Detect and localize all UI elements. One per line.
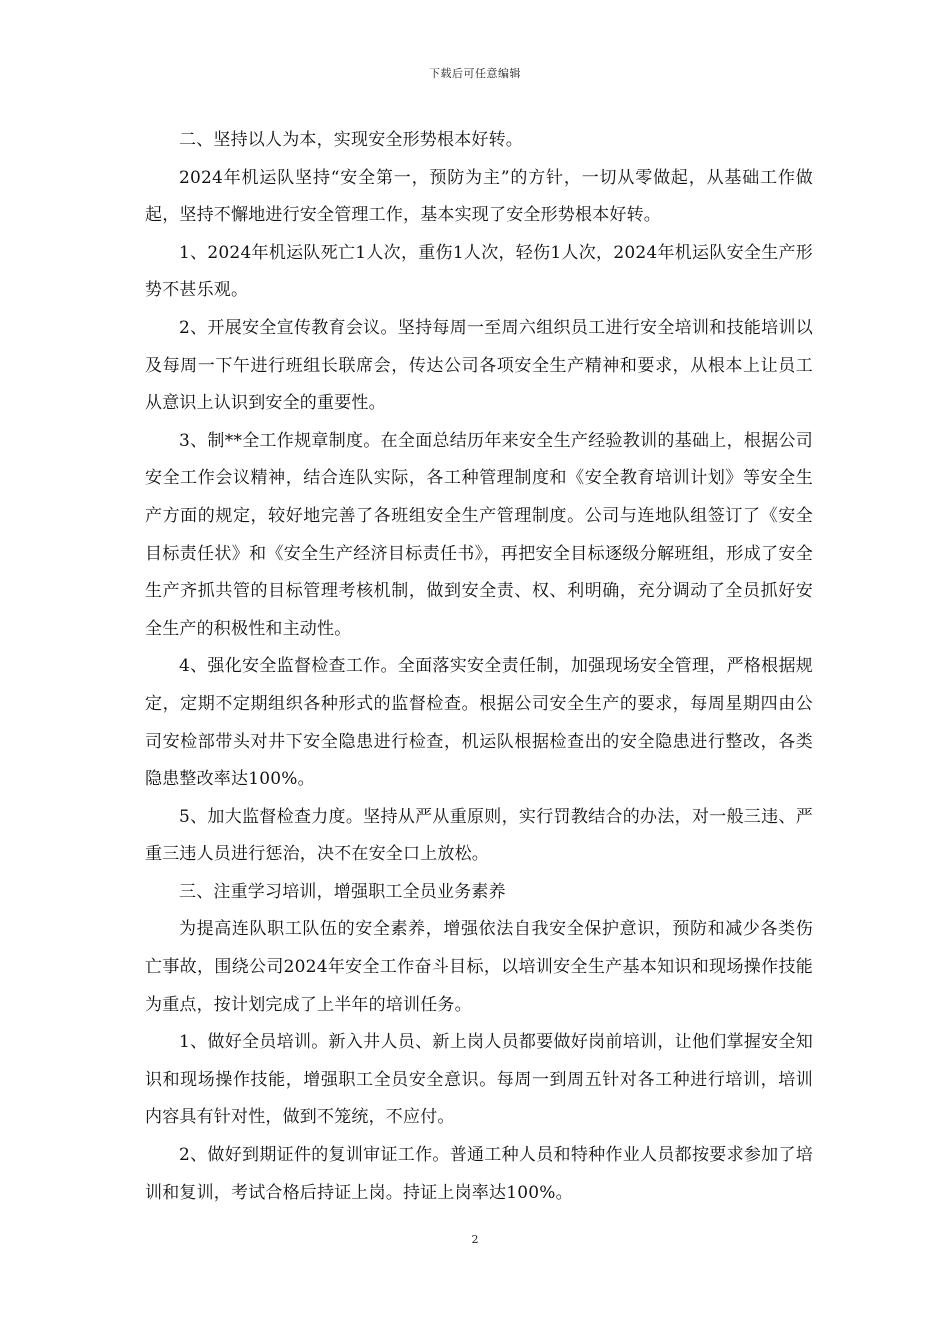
page-header: 下载后可任意编辑 [429,67,521,80]
paragraph: 2、做好到期证件的复训审证工作。普通工种人员和特种作业人员都按要求参加了培训和复训，考试合格后持证上岗。持证上岗率达100%。 [145,1145,813,1203]
document-body [145,122,813,1212]
section-heading-2: 二、坚持以人为本，实现安全形势根本好转。 [179,130,523,150]
paragraph: 为提高连队职工队伍的安全素养，增强依法自我安全保护意识，预防和减少各类伤亡事故，围绕公司2024年安全工作奋斗目标，以培训安全生产基本知识和现场操作技能为重点，按计划完成了上半年的培训任务。 [145,919,813,1015]
page-number: 2 [471,1233,479,1246]
paragraph: 4、强化安全监督检查工作。全面落实安全责任制，加强现场安全管理，严格根据规定，定期不定期组织各种形式的监督检查。根据公司安全生产的要求，每周星期四由公司安检部带头对井下安全隐患进行检查，机运队根据检查出的安全隐患进行整改，各类隐患整改率达100%。 [145,656,813,790]
paragraph: 5、加大监督检查力度。坚持从严从重原则，实行罚教结合的办法，对一般三违、严重三违人员进行惩治，决不在安全口上放松。 [145,806,813,865]
paragraph: 3、制**全工作规章制度。在全面总结历年来安全生产经验教训的基础上，根据公司安全工作会议精神，结合连队实际，各工种管理制度和《安全教育培训计划》等安全生产方面的规定，较好地完善了各班组安全生产管理制度。公司与连地队组签订了《安全目标责任状》和《安全生产经济目标责任书》，再把安全目标逐级分解班组，形成了安全生产齐抓共管的目标管理考核机制，做到安全责、权、利明确，充分调动了全员抓好安全生产的积极性和主动性。 [145,430,813,639]
paragraph: 2、开展安全宣传教育会议。坚持每周一至周六组织员工进行安全培训和技能培训以及每周一下午进行班组长联席会，传达公司各项安全生产精神和要求，从根本上让员工从意识上认识到安全的重要性。 [145,317,813,414]
section-heading-3: 三、注重学习培训，增强职工全员业务素养 [179,881,506,902]
paragraph: 1、做好全员培训。新入井人员、新上岗人员都要做好岗前培训，让他们掌握安全知识和现场操作技能，增强职工全员安全意识。每周一到周五针对各工种进行培训，培训内容具有针对性，做到不笼统，不应付。 [145,1032,813,1128]
paragraph: 2024年机运队坚持“安全第一，预防为主”的方针，一切从零做起，从基础工作做起，坚持不懈地进行安全管理工作，基本实现了安全形势根本好转。 [145,167,813,226]
paragraph: 1、2024年机运队死亡1人次，重伤1人次，轻伤1人次，2024年机运队安全生产形势不甚乐观。 [145,242,813,301]
